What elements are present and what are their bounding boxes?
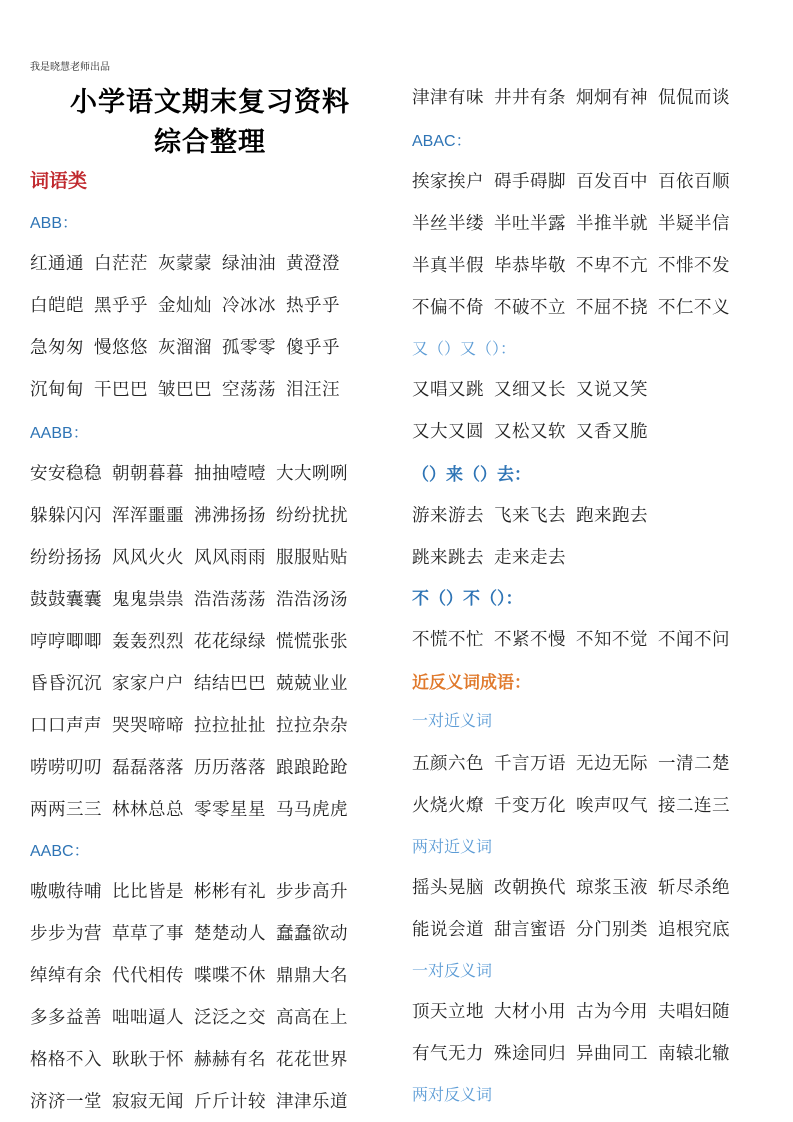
idiom-word: 喋喋不休 xyxy=(194,966,266,986)
idiom-word: 唠唠叨叨 xyxy=(30,758,102,778)
idiom-word: 多多益善 xyxy=(30,1008,102,1028)
idiom-word: 彬彬有礼 xyxy=(194,882,266,902)
idiom-word: 不偏不倚 xyxy=(412,298,484,318)
section-heading: ABB： xyxy=(30,215,79,232)
idiom-word: 不紧不慢 xyxy=(494,630,566,650)
idiom-word: 家家户户 xyxy=(112,674,184,694)
idiom-word: 磊磊落落 xyxy=(112,758,184,778)
idiom-row xyxy=(30,1088,348,1113)
idiom-word: 走来走去 xyxy=(494,548,566,568)
idiom-word: 半丝半缕 xyxy=(412,214,484,234)
idiom-word: 口口声声 xyxy=(30,716,102,736)
idiom-word: 津津乐道 xyxy=(276,1092,348,1112)
idiom-row xyxy=(30,334,340,359)
idiom-word: 抽抽噎噎 xyxy=(194,464,266,484)
idiom-word: 半推半就 xyxy=(576,214,648,234)
idiom-word: 异曲同工 xyxy=(576,1044,648,1064)
idiom-word: 百依百顺 xyxy=(658,172,730,192)
idiom-row xyxy=(412,84,730,109)
idiom-word: 追根究底 xyxy=(658,920,730,940)
idiom-word: 大材小用 xyxy=(494,1002,566,1022)
idiom-word: 古为今用 xyxy=(576,1002,648,1022)
idiom-word: 冷冰冰 xyxy=(222,296,276,316)
idiom-row xyxy=(412,210,730,235)
idiom-word: 游来游去 xyxy=(412,506,484,526)
section-heading: 不（）不（）： xyxy=(412,589,523,609)
idiom-word: 两两三三 xyxy=(30,800,102,820)
idiom-word: 急匆匆 xyxy=(30,338,84,358)
idiom-word: 斩尽杀绝 xyxy=(658,878,730,898)
idiom-word: 又松又软 xyxy=(494,422,566,442)
idiom-word: 殊途同归 xyxy=(494,1044,566,1064)
section-heading: （）来（）去： xyxy=(412,465,531,485)
idiom-word: 夫唱妇随 xyxy=(658,1002,730,1022)
idiom-row xyxy=(412,544,566,569)
idiom-word: 浩浩汤汤 xyxy=(276,590,348,610)
idiom-row xyxy=(30,796,348,821)
idiom-word: 又说又笑 xyxy=(576,380,648,400)
idiom-word: 红通通 xyxy=(30,254,84,274)
idiom-word: 不仁不义 xyxy=(658,298,730,318)
idiom-word: 兢兢业业 xyxy=(276,674,348,694)
idiom-row xyxy=(30,962,348,987)
idiom-word: 火烧火燎 xyxy=(412,796,484,816)
idiom-word: 步步高升 xyxy=(276,882,348,902)
idiom-word: 碍手碍脚 xyxy=(494,172,566,192)
idiom-row xyxy=(30,586,348,611)
idiom-row xyxy=(30,460,348,485)
idiom-word: 千变万化 xyxy=(494,796,566,816)
idiom-word: 慌慌张张 xyxy=(276,632,348,652)
idiom-row xyxy=(412,792,730,817)
idiom-row xyxy=(412,418,648,443)
idiom-word: 唉声叹气 xyxy=(576,796,648,816)
idiom-word: 鬼鬼祟祟 xyxy=(112,590,184,610)
idiom-row xyxy=(412,998,730,1023)
idiom-word: 比比皆是 xyxy=(112,882,184,902)
section-heading: AABC： xyxy=(30,843,90,860)
idiom-word: 寂寂无闻 xyxy=(112,1092,184,1112)
byline: 我是晓慧老师出品 xyxy=(30,62,110,73)
idiom-word: 纷纷扰扰 xyxy=(276,506,348,526)
idiom-word: 五颜六色 xyxy=(412,754,484,774)
idiom-row xyxy=(30,670,348,695)
idiom-word: 黄澄澄 xyxy=(286,254,340,274)
idiom-word: 皱巴巴 xyxy=(158,380,212,400)
idiom-word: 格格不入 xyxy=(30,1050,102,1070)
idiom-word: 半真半假 xyxy=(412,256,484,276)
idiom-word: 昏昏沉沉 xyxy=(30,674,102,694)
page-subtitle: 综合整理 xyxy=(154,127,266,158)
idiom-row xyxy=(412,1040,730,1065)
section-heading: 一对反义词 xyxy=(412,961,493,980)
idiom-word: 轰轰烈烈 xyxy=(112,632,184,652)
idiom-word: 百发百中 xyxy=(576,172,648,192)
idiom-row xyxy=(30,754,348,779)
idiom-word: 朝朝暮暮 xyxy=(112,464,184,484)
section-heading: 两对近义词 xyxy=(412,837,493,856)
idiom-word: 不屈不挠 xyxy=(576,298,648,318)
idiom-word: 历历落落 xyxy=(194,758,266,778)
idiom-word: 侃侃而谈 xyxy=(658,88,730,108)
idiom-word: 花花世界 xyxy=(276,1050,348,1070)
idiom-word: 灰溜溜 xyxy=(158,338,212,358)
idiom-word: 拉拉杂杂 xyxy=(276,716,348,736)
idiom-word: 纷纷扬扬 xyxy=(30,548,102,568)
idiom-word: 热乎乎 xyxy=(286,296,340,316)
idiom-word: 哭哭啼啼 xyxy=(112,716,184,736)
idiom-word: 井井有条 xyxy=(494,88,566,108)
idiom-row xyxy=(30,544,348,569)
section-heading: AABB： xyxy=(30,425,89,442)
idiom-row xyxy=(30,628,348,653)
idiom-row xyxy=(412,168,730,193)
idiom-word: 飞来飞去 xyxy=(494,506,566,526)
idiom-word: 躲躲闪闪 xyxy=(30,506,102,526)
idiom-word: 沸沸扬扬 xyxy=(194,506,266,526)
idiom-word: 一清二楚 xyxy=(658,754,730,774)
idiom-word: 济济一堂 xyxy=(30,1092,102,1112)
idiom-word: 无边无际 xyxy=(576,754,648,774)
idiom-row xyxy=(30,292,340,317)
idiom-row xyxy=(30,878,348,903)
idiom-word: 半吐半露 xyxy=(494,214,566,234)
idiom-word: 踉踉跄跄 xyxy=(276,758,348,778)
idiom-row xyxy=(30,250,340,275)
idiom-word: 零零星星 xyxy=(194,800,266,820)
idiom-word: 千言万语 xyxy=(494,754,566,774)
idiom-row xyxy=(30,502,348,527)
idiom-word: 泛泛之交 xyxy=(194,1008,266,1028)
idiom-word: 毕恭毕敬 xyxy=(494,256,566,276)
idiom-row xyxy=(412,294,730,319)
idiom-word: 又细又长 xyxy=(494,380,566,400)
idiom-word: 风风火火 xyxy=(112,548,184,568)
idiom-word: 拉拉扯扯 xyxy=(194,716,266,736)
section-heading: 词语类 xyxy=(30,170,88,192)
idiom-word: 马马虎虎 xyxy=(276,800,348,820)
idiom-word: 楚楚动人 xyxy=(194,924,266,944)
idiom-word: 代代相传 xyxy=(112,966,184,986)
section-heading: ABAC： xyxy=(412,133,472,150)
idiom-word: 沉甸甸 xyxy=(30,380,84,400)
idiom-word: 不卑不亢 xyxy=(576,256,648,276)
idiom-word: 鼓鼓囊囊 xyxy=(30,590,102,610)
idiom-word: 嗷嗷待哺 xyxy=(30,882,102,902)
idiom-word: 又香又脆 xyxy=(576,422,648,442)
idiom-row xyxy=(30,712,348,737)
idiom-word: 步步为营 xyxy=(30,924,102,944)
idiom-word: 哼哼唧唧 xyxy=(30,632,102,652)
idiom-word: 灰蒙蒙 xyxy=(158,254,212,274)
idiom-word: 跑来跑去 xyxy=(576,506,648,526)
idiom-word: 空荡荡 xyxy=(222,380,276,400)
idiom-row xyxy=(412,252,730,277)
idiom-word: 南辕北辙 xyxy=(658,1044,730,1064)
idiom-word: 浑浑噩噩 xyxy=(112,506,184,526)
idiom-word: 结结巴巴 xyxy=(194,674,266,694)
idiom-word: 不破不立 xyxy=(494,298,566,318)
idiom-word: 高高在上 xyxy=(276,1008,348,1028)
idiom-word: 摇头晃脑 xyxy=(412,878,484,898)
idiom-word: 白茫茫 xyxy=(94,254,148,274)
idiom-word: 白皑皑 xyxy=(30,296,84,316)
section-heading: 一对近义词 xyxy=(412,711,493,730)
idiom-word: 耿耿于怀 xyxy=(112,1050,184,1070)
idiom-word: 改朝换代 xyxy=(494,878,566,898)
idiom-word: 不慌不忙 xyxy=(412,630,484,650)
idiom-word: 半疑半信 xyxy=(658,214,730,234)
idiom-row xyxy=(30,920,348,945)
idiom-word: 跳来跳去 xyxy=(412,548,484,568)
idiom-word: 干巴巴 xyxy=(94,380,148,400)
idiom-word: 傻乎乎 xyxy=(286,338,340,358)
idiom-row xyxy=(412,916,730,941)
idiom-word: 草草了事 xyxy=(112,924,184,944)
idiom-word: 甜言蜜语 xyxy=(494,920,566,940)
idiom-word: 咄咄逼人 xyxy=(112,1008,184,1028)
idiom-word: 接二连三 xyxy=(658,796,730,816)
idiom-word: 绰绰有余 xyxy=(30,966,102,986)
idiom-word: 有气无力 xyxy=(412,1044,484,1064)
idiom-word: 泪汪汪 xyxy=(286,380,340,400)
idiom-row xyxy=(412,502,648,527)
idiom-word: 不知不觉 xyxy=(576,630,648,650)
idiom-word: 林林总总 xyxy=(112,800,184,820)
idiom-word: 不悱不发 xyxy=(658,256,730,276)
idiom-row xyxy=(412,874,730,899)
section-heading: 近反义词成语： xyxy=(412,673,531,693)
idiom-word: 顶天立地 xyxy=(412,1002,484,1022)
idiom-row xyxy=(412,750,730,775)
idiom-word: 安安稳稳 xyxy=(30,464,102,484)
idiom-word: 鼎鼎大名 xyxy=(276,966,348,986)
idiom-word: 金灿灿 xyxy=(158,296,212,316)
idiom-word: 炯炯有神 xyxy=(576,88,648,108)
idiom-word: 风风雨雨 xyxy=(194,548,266,568)
idiom-word: 大大咧咧 xyxy=(276,464,348,484)
idiom-word: 津津有味 xyxy=(412,88,484,108)
idiom-word: 分门别类 xyxy=(576,920,648,940)
idiom-word: 赫赫有名 xyxy=(194,1050,266,1070)
idiom-row xyxy=(30,376,340,401)
idiom-word: 花花绿绿 xyxy=(194,632,266,652)
idiom-word: 斤斤计较 xyxy=(194,1092,266,1112)
idiom-word: 又大又圆 xyxy=(412,422,484,442)
idiom-word: 蠢蠢欲动 xyxy=(276,924,348,944)
idiom-word: 服服贴贴 xyxy=(276,548,348,568)
idiom-word: 孤零零 xyxy=(222,338,276,358)
idiom-word: 不闻不问 xyxy=(658,630,730,650)
page-title: 小学语文期末复习资料 xyxy=(70,87,350,118)
section-heading: 又（）又（）： xyxy=(412,339,517,358)
idiom-row xyxy=(412,376,648,401)
idiom-word: 黑乎乎 xyxy=(94,296,148,316)
idiom-word: 琼浆玉液 xyxy=(576,878,648,898)
idiom-word: 能说会道 xyxy=(412,920,484,940)
idiom-word: 又唱又跳 xyxy=(412,380,484,400)
idiom-row xyxy=(412,626,730,651)
idiom-word: 慢悠悠 xyxy=(94,338,148,358)
section-heading: 两对反义词 xyxy=(412,1085,493,1104)
idiom-row xyxy=(30,1004,348,1029)
idiom-word: 挨家挨户 xyxy=(412,172,484,192)
idiom-row xyxy=(30,1046,348,1071)
idiom-word: 浩浩荡荡 xyxy=(194,590,266,610)
idiom-word: 绿油油 xyxy=(222,254,276,274)
